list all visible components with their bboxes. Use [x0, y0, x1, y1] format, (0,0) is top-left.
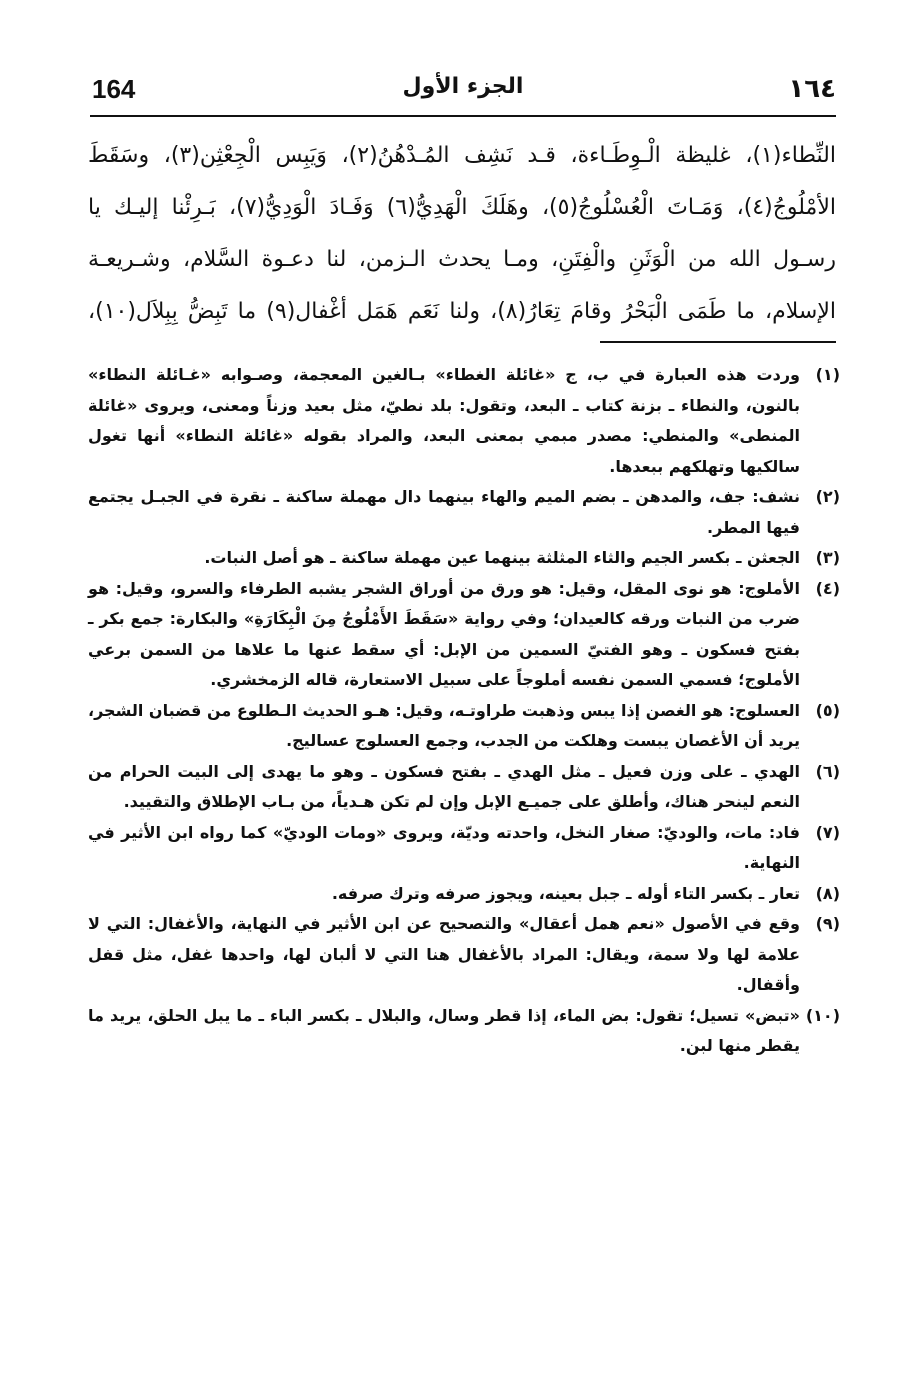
- footnote-text: الأملوج: هو نوى المقل، وقيل: هو ورق من أوراق الشجر يشبه الطرفاء والسرو، وقيل: هو ضرب من النبات ورقه كالعيدان؛ وفي رواية «سَقَطَ الأَمْلُوجُ مِنَ الْبِكَارَةِ» والبكارة: جمع بكر ـ بفتح فسكون ـ وهو الفتيّ السمين من الإبل: أي سقط عنها ما علاها من السمن برعي الأملوج؛ فسمي السمن نفسه أملوجاً على سبيل الاستعارة، قاله الزمخشري.: [88, 578, 800, 689]
- footnote-number: (١٠): [805, 1005, 840, 1025]
- main-text-line: الإسلام، ما طَمَى الْبَحْرُ وقامَ تِعَارُ(٨)، ولنا نَعَم هَمَل أغْفال(٩) ما تَبِضُّ بِبِلاَل(١٠)،: [88, 299, 836, 324]
- footnote: [88, 757, 840, 818]
- footnote: [88, 1001, 840, 1062]
- footnote-text: تعار ـ بكسر التاء أوله ـ جبل بعينه، ويجوز صرفه وترك صرفه.: [331, 883, 800, 903]
- page-header: [90, 70, 836, 116]
- footnote-number: (١): [815, 365, 840, 384]
- footnotes: [88, 360, 840, 1062]
- footnote: [88, 696, 840, 757]
- footnote-number: (٤): [815, 578, 840, 598]
- main-text: [88, 130, 836, 338]
- footnote-number: (٥): [815, 700, 840, 720]
- footnote-number: (٩): [815, 914, 840, 933]
- footnote-text: وردت هذه العبارة في ب، ج «غائلة الغطاء» بـالغين المعجمة، وصـوابه «غـائلة النطاء» بالنون، والنطاء ـ بزنة كتاب ـ البعد، وتقول: بلد نطيّ، مثل بعيد وزناً ومعنى، ويروى «غائلة المنطى» والمنطي: مصدر مبمي بمعنى البعد، والمراد بقوله «غائلة النطاء» أنها تغول سالكيها وتهلكهم ببعدها.: [88, 365, 800, 476]
- footnote: [88, 909, 840, 1001]
- footnote-text: العسلوج: هو الغصن إذا يبس وذهبت طراوتـه، وقيل: هـو الحديث الـطلوع من قضبان الشجر، يريد أن الأغصان يبست وهلكت من الجدب، وجمع العسلوج عساليج.: [88, 700, 800, 750]
- footnote-number: (٦): [815, 761, 840, 781]
- footnote-text: «تبض» تسيل؛ تقول: بض الماء، إذا قطر وسال، والبلال ـ بكسر الباء ـ ما يبل الحلق، يريد ما يقطر منها لبن.: [88, 1005, 800, 1055]
- footnote-number: (٣): [815, 548, 840, 567]
- footnote: [88, 818, 840, 879]
- footnote-text: الجعثن ـ بكسر الجيم والثاء المثلثة بينهما عين مهملة ساكنة ـ هو أصل النبات.: [204, 548, 800, 567]
- footnote: [88, 543, 840, 574]
- main-text-line: النِّطاء(١)، غليظة الْـوِطَـاءة، قـد نَشِف المُـدْهُنُ(٢)، وَيَبِس الْجِعْثِن(٣)، وسَقَطَ: [88, 143, 836, 168]
- footnote-number: (٧): [815, 822, 840, 842]
- footnote-text: الهدي ـ على وزن فعيل ـ مثل الهدي ـ بفتح فسكون ـ وهو ما يهدى إلى البيت الحرام من النعم لينحر هناك، وأطلق على جميـع الإبل وإن لم تكن هـدياً، من بـاب الإطلاق والتقييد.: [88, 761, 800, 811]
- page-number-latin: 164: [92, 74, 136, 104]
- footnote-number: (٢): [815, 487, 840, 506]
- footnote-separator: [600, 341, 836, 343]
- footnote-text: وقع في الأصول «نعم همل أعقال» والتصحيح عن ابن الأثير في النهاية، والأغفال: التي لا علامة لها ولا سمة، ويقال: المراد بالأغفال هنا التي لا ألبان لها، واحدها غفل، مثل قفل وأقفال.: [88, 914, 800, 994]
- footnote: [88, 879, 840, 910]
- footnote: [88, 360, 840, 482]
- footnote: [88, 574, 840, 696]
- page-number-arabic: ١٦٤: [788, 74, 836, 104]
- header-rule: [90, 115, 836, 117]
- running-title: الجزء الأول: [402, 74, 524, 99]
- footnote: [88, 482, 840, 543]
- footnote-text: فاد: مات، والوديّ: صغار النخل، واحدته وديّة، ويروى «ومات الوديّ» كما رواه ابن الأثير في النهاية.: [88, 822, 800, 872]
- main-text-line: رسـول الله من الْوَثَنِ والْفِتَنِ، ومـا يحدث الـزمن، لنا دعـوة السَّلام، وشـريعـة: [88, 247, 836, 272]
- footnote-number: (٨): [815, 883, 840, 903]
- main-text-line: الأمْلُوجُ(٤)، وَمَـاتَ الْعُسْلُوجُ(٥)، وهَلَكَ الْهَدِيُّ(٦) وَفَـادَ الْوَدِيُّ(٧)، بَـرِئْنا إليـك يا: [88, 195, 837, 220]
- footnote-text: نشف: جف، والمدهن ـ بضم الميم والهاء بينهما دال مهملة ساكنة ـ نقرة في الجبـل يجتمع فيها المطر.: [88, 487, 800, 537]
